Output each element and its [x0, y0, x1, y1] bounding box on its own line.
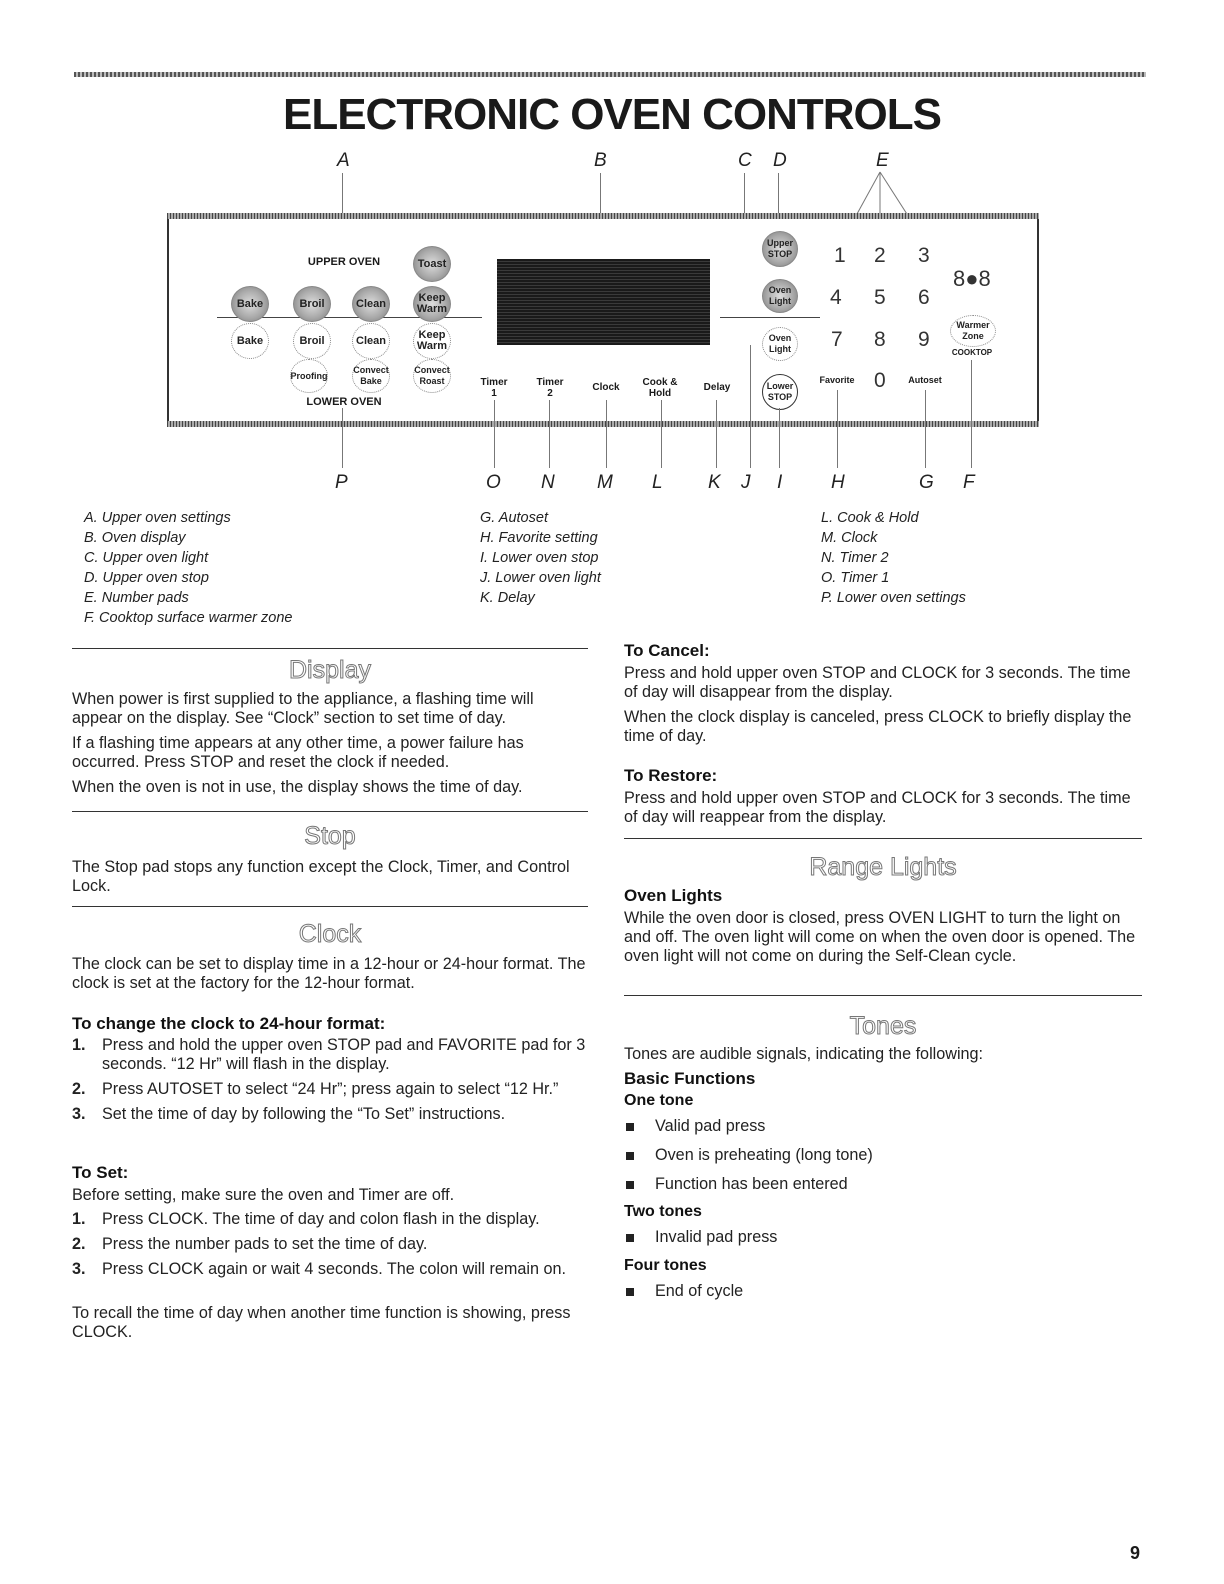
paragraph: The Stop pad stops any function except the Clock, Timer, and Control Lock.	[72, 858, 570, 895]
lower-bake-pad[interactable]: Bake	[231, 323, 269, 359]
list-item: 1. Press CLOCK. The time of day and colon flash in the display.	[72, 1210, 540, 1228]
upper-oven-light-pad[interactable]: Oven Light	[762, 279, 798, 313]
timer1-pad[interactable]: Timer 1	[480, 377, 508, 399]
page-title: ELECTRONIC OVEN CONTROLS	[282, 90, 942, 139]
number-pad-9[interactable]: 9	[918, 328, 930, 351]
number-pad-2[interactable]: 2	[874, 244, 886, 267]
clock-heading: Clock	[298, 920, 362, 948]
stop-heading: Stop	[304, 822, 356, 850]
list-item: 2. Press the number pads to set the time of day.	[72, 1235, 428, 1253]
paragraph: When the oven is not in use, the display shows the time of day.	[72, 778, 523, 796]
callout-i: I	[777, 472, 783, 493]
paragraph: If a flashing time appears at any other time, a power failure has occurred. Press STOP and reset the clock if needed.	[72, 734, 524, 771]
lower-oven-label: LOWER OVEN	[306, 396, 382, 408]
number-pad-1[interactable]: 1	[834, 244, 846, 267]
upper-bake-pad[interactable]: Bake	[231, 286, 269, 322]
stop-section	[72, 858, 588, 902]
callout-l: L	[652, 472, 663, 493]
number-pad-8[interactable]: 8	[874, 328, 886, 351]
paragraph: Press and hold upper oven STOP and CLOCK for 3 seconds. The time of day will disappear from the display.	[624, 664, 1131, 701]
to-set-intro: Before setting, make sure the oven and Timer are off.	[72, 1186, 455, 1204]
cooktop-label: COOKTOP	[951, 348, 993, 357]
section-rule	[72, 811, 588, 812]
leader-line	[750, 345, 751, 468]
two-tones-list	[624, 1228, 1144, 1257]
callout-d: D	[773, 150, 787, 171]
lower-clean-pad[interactable]: Clean	[352, 323, 390, 359]
number-pad-4[interactable]: 4	[830, 286, 842, 309]
list-item: Oven is preheating (long tone)	[624, 1146, 1144, 1165]
list-item: End of cycle	[624, 1282, 1144, 1301]
display-section	[72, 690, 588, 803]
to-set-heading: To Set:	[72, 1163, 129, 1182]
range-lights-heading: Range Lights	[809, 853, 957, 881]
legend-item: E. Number pads	[84, 590, 189, 606]
change-format-steps	[72, 1036, 588, 1130]
paragraph: The clock can be set to display time in a 12-hour or 24-hour format. The clock is set at the factory for the 12-hour format.	[72, 955, 586, 992]
legend-item: P. Lower oven settings	[821, 590, 966, 606]
section-rule	[624, 838, 1142, 839]
number-pad-0[interactable]: 0	[874, 369, 886, 392]
leader-line	[549, 400, 550, 468]
oven-lights-heading: Oven Lights	[624, 886, 723, 905]
display-heading: Display	[289, 656, 371, 684]
callout-a: A	[337, 150, 350, 171]
callout-m: M	[597, 472, 613, 493]
to-cancel-heading: To Cancel:	[624, 641, 710, 660]
tones-heading: Tones	[849, 1012, 917, 1040]
callout-o: O	[486, 472, 501, 493]
list-item: 1. Press and hold the upper oven STOP pad and FAVORITE pad for 3 seconds. “12 Hr” will flash in the display.	[72, 1036, 586, 1073]
section-rule	[624, 995, 1142, 996]
lower-keep-warm-pad[interactable]: Keep Warm	[413, 323, 451, 359]
callout-j: J	[741, 472, 751, 493]
leader-line	[716, 400, 717, 468]
recall-paragraph: To recall the time of day when another time function is showing, press CLOCK.	[72, 1304, 571, 1341]
panel-bottom-strip	[167, 421, 1039, 427]
leader-line	[925, 390, 926, 468]
list-item: 3. Set the time of day by following the “To Set” instructions.	[72, 1105, 506, 1123]
leader-line	[779, 408, 780, 468]
paragraph: When power is first supplied to the appliance, a flashing time will appear on the display. See “Clock” section to set time of day.	[72, 690, 534, 727]
callout-h: H	[831, 472, 845, 493]
number-pad-6[interactable]: 6	[918, 286, 930, 309]
leader-line	[494, 400, 495, 468]
legend-item: K. Delay	[480, 590, 535, 606]
list-item: 2. Press AUTOSET to select “24 Hr”; press again to select “12 Hr.”	[72, 1080, 559, 1098]
upper-oven-label: UPPER OVEN	[307, 256, 381, 268]
upper-clean-pad[interactable]: Clean	[352, 286, 390, 322]
to-restore-heading: To Restore:	[624, 766, 718, 785]
delay-pad[interactable]: Delay	[703, 382, 731, 393]
page-number: 9	[1130, 1543, 1141, 1563]
clock-pad[interactable]: Clock	[592, 382, 620, 393]
legend-item: N. Timer 2	[821, 550, 889, 566]
clock-intro	[72, 955, 588, 999]
lower-broil-pad[interactable]: Broil	[293, 323, 331, 359]
legend-item: L. Cook & Hold	[821, 510, 919, 526]
section-rule	[72, 648, 588, 649]
panel-top-strip	[167, 213, 1039, 219]
to-set-steps	[72, 1210, 588, 1285]
upper-keep-warm-pad[interactable]: Keep Warm	[413, 286, 451, 322]
legend-item: I. Lower oven stop	[480, 550, 599, 566]
leader-line	[971, 360, 972, 468]
four-tones-heading: Four tones	[624, 1257, 707, 1274]
timer2-pad[interactable]: Timer 2	[536, 377, 564, 399]
callout-f: F	[963, 472, 975, 493]
number-pad-3[interactable]: 3	[918, 244, 930, 267]
number-pad-5[interactable]: 5	[874, 286, 886, 309]
callout-n: N	[541, 472, 555, 493]
list-item: Valid pad press	[624, 1117, 1144, 1136]
two-tones-heading: Two tones	[624, 1203, 702, 1220]
proofing-pad[interactable]: Proofing	[290, 359, 328, 393]
paragraph: When the clock display is canceled, press CLOCK to briefly display the time of day.	[624, 708, 1132, 745]
lower-oven-light-pad[interactable]: Oven Light	[762, 327, 798, 361]
callout-p: P	[335, 472, 348, 493]
legend-column-1	[84, 508, 292, 628]
legend-item: A. Upper oven settings	[84, 510, 231, 526]
leader-line	[661, 400, 662, 468]
stop-divider	[720, 317, 820, 318]
callout-e: E	[876, 150, 889, 171]
four-tones-list	[624, 1282, 1144, 1311]
warmer-zone-pad[interactable]: Warmer Zone	[950, 315, 996, 347]
legend-item: M. Clock	[821, 530, 878, 546]
restore-section	[624, 789, 1144, 833]
toast-pad[interactable]: Toast	[413, 246, 451, 282]
one-tone-heading: One tone	[624, 1092, 694, 1109]
convect-roast-pad[interactable]: Convect Roast	[413, 359, 451, 393]
basic-functions-heading: Basic Functions	[624, 1069, 756, 1088]
legend-item: O. Timer 1	[821, 570, 890, 586]
warmer-zone-display: 8●8	[953, 266, 991, 291]
upper-stop-pad[interactable]: Upper STOP	[762, 231, 798, 267]
range-lights-section	[624, 909, 1144, 972]
list-item: 3. Press CLOCK again or wait 4 seconds. The colon will remain on.	[72, 1260, 566, 1278]
cook-hold-pad[interactable]: Cook & Hold	[642, 377, 678, 399]
tones-intro: Tones are audible signals, indicating the following:	[624, 1045, 984, 1063]
one-tone-list	[624, 1117, 1144, 1204]
lower-stop-pad[interactable]: Lower STOP	[762, 374, 798, 410]
favorite-pad[interactable]: Favorite	[819, 375, 855, 385]
callout-k: K	[708, 472, 721, 493]
change-format-heading: To change the clock to 24-hour format:	[72, 1014, 386, 1033]
leader-line	[837, 390, 838, 468]
callout-b: B	[594, 150, 607, 171]
legend-column-2	[480, 508, 601, 608]
oven-display	[497, 259, 710, 345]
legend-item: D. Upper oven stop	[84, 570, 209, 586]
list-item: Function has been entered	[624, 1175, 1144, 1194]
legend-item: C. Upper oven light	[84, 550, 209, 566]
list-item: Invalid pad press	[624, 1228, 1144, 1247]
callout-g: G	[919, 472, 934, 493]
cancel-section	[624, 664, 1144, 752]
top-rule	[74, 72, 1146, 77]
legend-item: J. Lower oven light	[480, 570, 601, 586]
legend-item: F. Cooktop surface warmer zone	[84, 610, 293, 626]
number-pad-7[interactable]: 7	[831, 328, 843, 351]
autoset-pad[interactable]: Autoset	[908, 375, 942, 385]
paragraph: While the oven door is closed, press OVEN LIGHT to turn the light on and off. The oven light will come on when the oven door is opened. The oven light will not come on during the Self-Clean cycle.	[624, 909, 1136, 965]
callout-c: C	[738, 150, 752, 171]
convect-bake-pad[interactable]: Convect Bake	[352, 359, 390, 393]
section-rule	[72, 906, 588, 907]
leader-line	[342, 408, 343, 468]
legend-item: B. Oven display	[84, 530, 186, 546]
legend-item: G. Autoset	[480, 510, 548, 526]
legend-item: H. Favorite setting	[480, 530, 598, 546]
legend-column-3	[821, 508, 966, 608]
leader-line	[606, 400, 607, 468]
upper-broil-pad[interactable]: Broil	[293, 286, 331, 322]
paragraph: Press and hold upper oven STOP and CLOCK for 3 seconds. The time of day will reappear from the display.	[624, 789, 1131, 826]
